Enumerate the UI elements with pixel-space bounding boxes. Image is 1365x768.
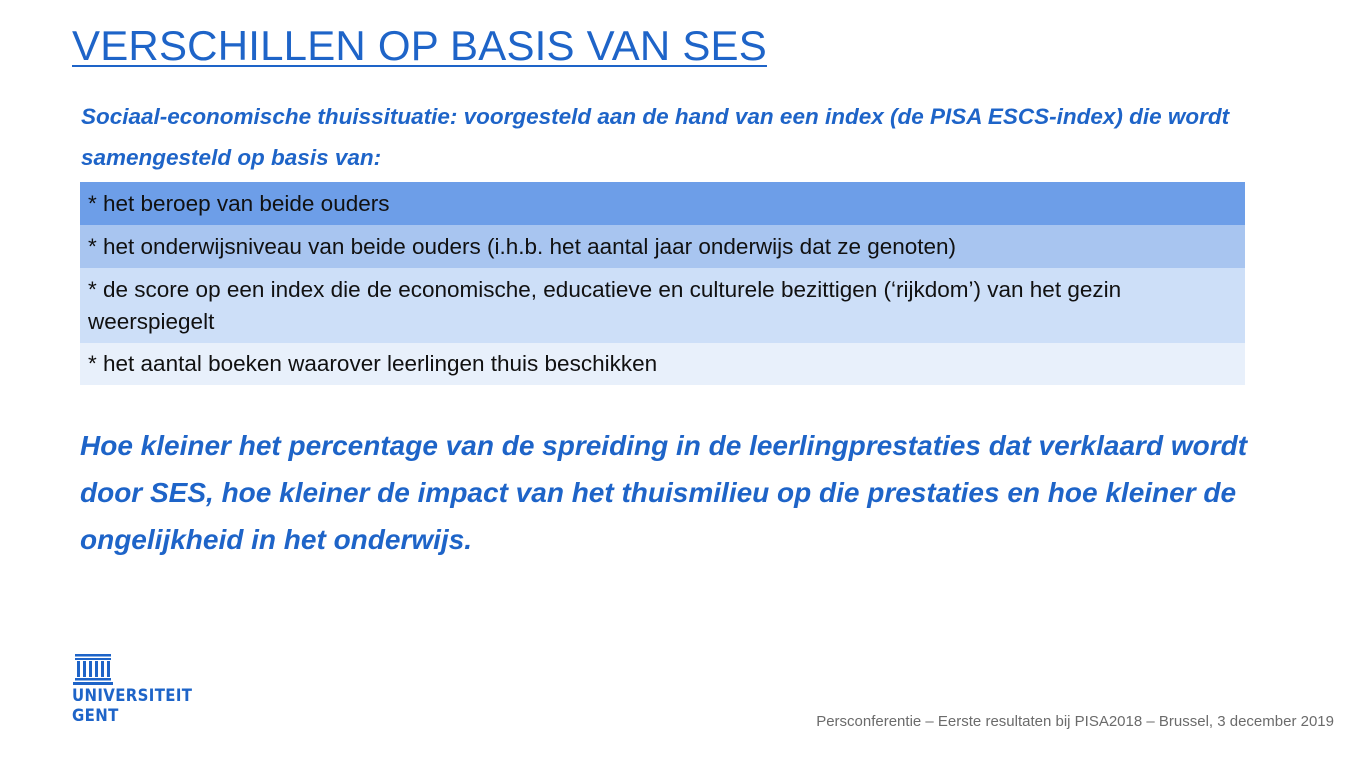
university-building-icon <box>73 650 113 686</box>
intro-text: Sociaal-economische thuissituatie: voorgesteld aan de hand van een index (de PISA ESCS-index) die wordt samengesteld op basis van: <box>81 104 1230 170</box>
logo-line-gent: GENT <box>72 706 119 726</box>
university-logo <box>72 650 192 726</box>
criteria-row <box>80 268 1245 343</box>
criteria-cell-books-at-home: * het aantal boeken waarover leerlingen thuis beschikken <box>80 343 1245 385</box>
criteria-row <box>80 343 1245 385</box>
conclusion-text: Hoe kleiner het percentage van de spreiding in de leerlingprestaties dat verklaard wordt door SES, hoe kleiner de impact van het thuismilieu op die prestaties en hoe kleiner de ongelijkheid in het onderwijs. <box>80 430 1248 555</box>
footer-text: Persconferentie – Eerste resultaten bij PISA2018 – Brussel, 3 december 2019 <box>816 713 1334 730</box>
criteria-table <box>80 182 1245 385</box>
slide-title: VERSCHILLEN OP BASIS VAN SES <box>72 22 767 69</box>
criteria-row <box>80 182 1245 225</box>
logo-line-universiteit: UNIVERSITEIT <box>72 686 193 706</box>
criteria-cell-parental-education: * het onderwijsniveau van beide ouders (i.h.b. het aantal jaar onderwijs dat ze genoten) <box>80 225 1245 268</box>
criteria-cell-home-possessions: * de score op een index die de economische, educatieve en culturele bezittigen (‘rijkdom’) van het gezin weerspiegelt <box>80 268 1245 343</box>
criteria-cell-parental-occupation: * het beroep van beide ouders <box>80 182 1245 225</box>
criteria-row <box>80 225 1245 268</box>
